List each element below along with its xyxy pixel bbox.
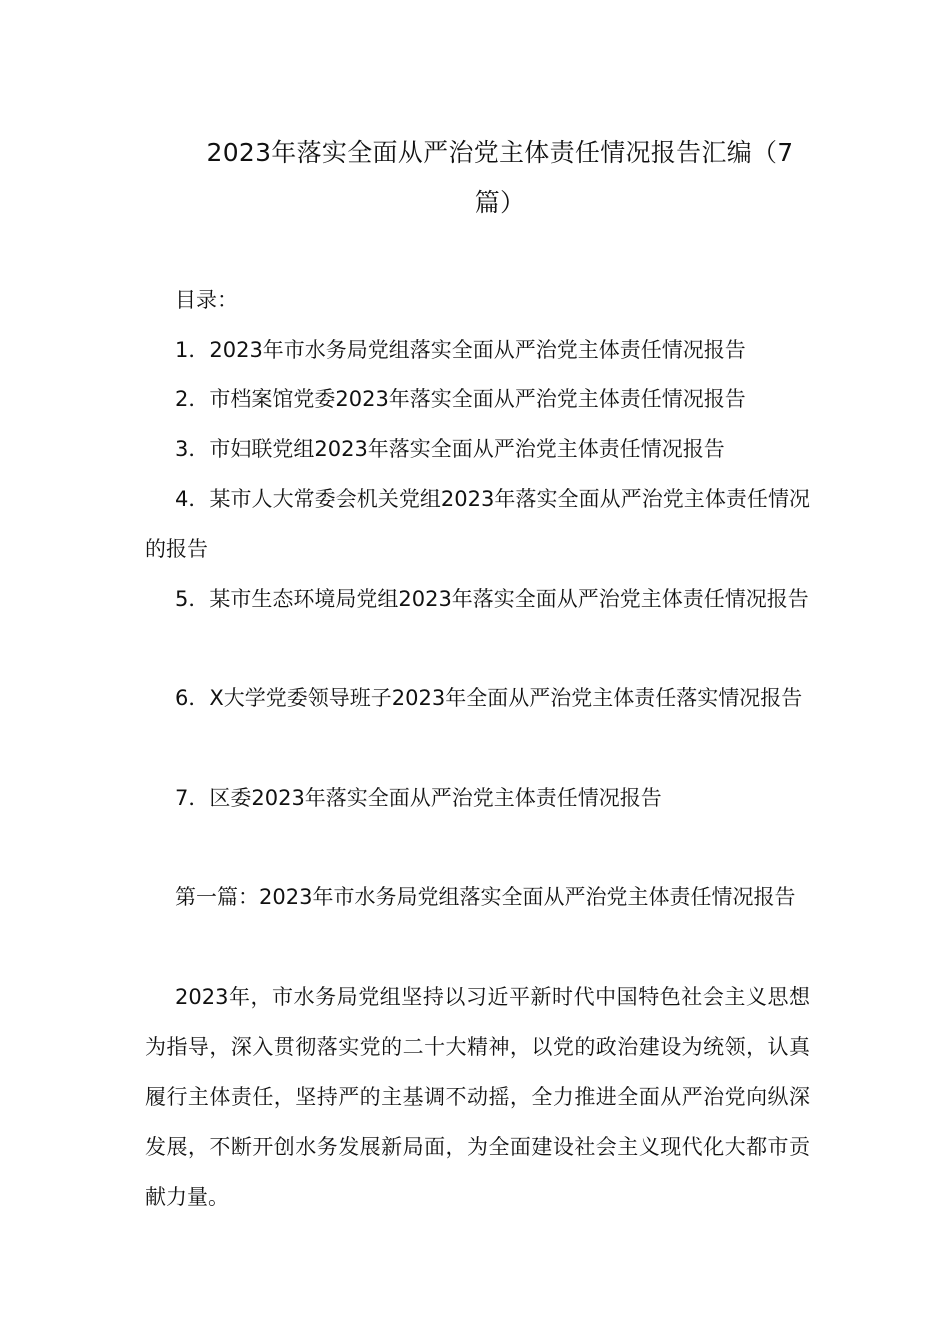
toc-item: 6．X大学党委领导班子2023年全面从严治党主体责任落实情况报告 — [175, 686, 803, 710]
toc-item: 2．市档案馆党委2023年落实全面从严治党主体责任情况报告 — [175, 387, 746, 411]
section-title: 第一篇：2023年市水务局党组落实全面从严治党主体责任情况报告 — [175, 885, 796, 909]
toc-item: 1．2023年市水务局党组落实全面从严治党主体责任情况报告 — [175, 338, 746, 362]
toc-item: 4．某市人大常委会机关党组2023年落实全面从严治党主体责任情况的报告 — [145, 487, 810, 561]
body-paragraph: 2023年，市水务局党组坚持以习近平新时代中国特色社会主义思想为指导，深入贯彻落实党的二十大精神，以党的政治建设为统领，认真履行主体责任，坚持严的主基调不动摇，全力推进全面从严治党向纵深发展，不断开创水务发展新局面，为全面建设社会主义现代化大都市贡献力量。 — [145, 985, 810, 1209]
toc-item: 5．某市生态环境局党组2023年落实全面从严治党主体责任情况报告 — [175, 587, 809, 611]
document-title: 2023年落实全面从严治党主体责任情况报告汇编（7篇） — [206, 138, 794, 217]
toc-item: 7．区委2023年落实全面从严治党主体责任情况报告 — [175, 786, 662, 810]
toc-label: 目录： — [175, 288, 238, 312]
toc-item: 3．市妇联党组2023年落实全面从严治党主体责任情况报告 — [175, 437, 725, 461]
